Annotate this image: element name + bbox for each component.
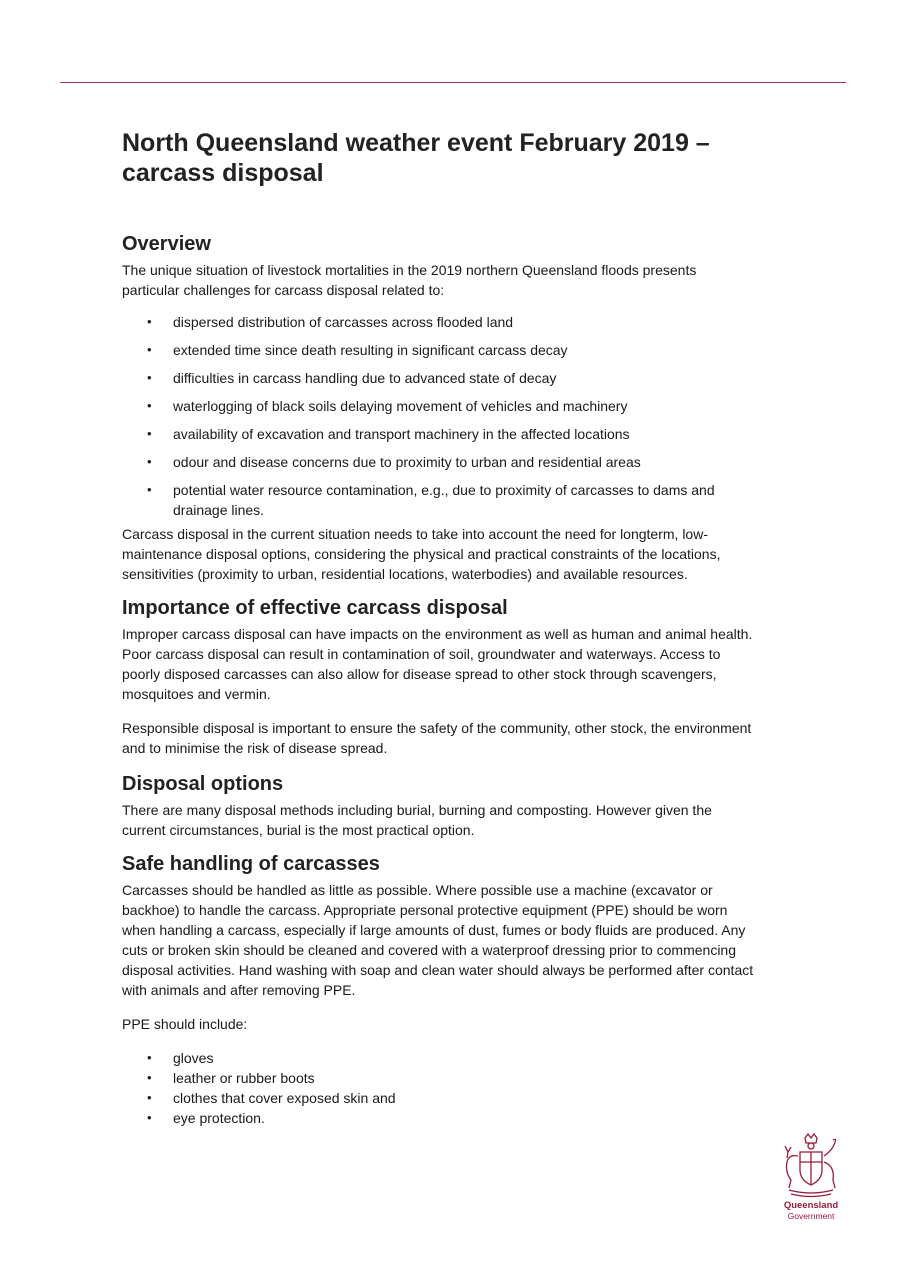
overview-heading: Overview bbox=[122, 233, 211, 255]
list-item bbox=[122, 1048, 802, 1068]
overview-intro-line: The unique situation of livestock mortalities in the 2019 northern Queensland floods presents bbox=[122, 262, 697, 278]
title-line-1: North Queensland weather event February 2019 – bbox=[122, 129, 710, 157]
list-item bbox=[122, 340, 802, 360]
list-item-text: eye protection. bbox=[173, 1110, 265, 1126]
overview-intro-line: particular challenges for carcass disposal related to: bbox=[122, 282, 445, 298]
list-item bbox=[122, 424, 802, 444]
list-item-text: extended time since death resulting in significant carcass decay bbox=[173, 342, 568, 358]
bullet-icon: • bbox=[147, 454, 152, 469]
disposal-paragraph bbox=[122, 800, 802, 840]
list-item-text: drainage lines. bbox=[173, 502, 265, 518]
overview-intro bbox=[122, 260, 802, 300]
bullet-icon: • bbox=[147, 1050, 152, 1065]
paragraph-line: Carcasses should be handled as little as possible. Where possible use a machine (excavator or bbox=[122, 882, 713, 898]
list-item-text: potential water resource contamination, e.g., due to proximity of carcasses to dams and bbox=[173, 482, 715, 498]
list-item bbox=[122, 1088, 802, 1108]
paragraph-line: Improper carcass disposal can have impacts on the environment as well as human and animal health. bbox=[122, 626, 753, 642]
top-rule bbox=[60, 82, 846, 83]
paragraph-line: Carcass disposal in the current situation needs to take into account the need for longterm, low- bbox=[122, 526, 708, 542]
importance-heading: Importance of effective carcass disposal bbox=[122, 597, 508, 619]
paragraph-line: with animals and after removing PPE. bbox=[122, 982, 356, 998]
list-item-text: availability of excavation and transport machinery in the affected locations bbox=[173, 426, 630, 442]
list-item bbox=[122, 1108, 802, 1128]
list-item-text: odour and disease concerns due to proximity to urban and residential areas bbox=[173, 454, 641, 470]
list-item-text: leather or rubber boots bbox=[173, 1070, 315, 1086]
paragraph-line: backhoe) to handle the carcass. Appropriate personal protective equipment (PPE) should be worn bbox=[122, 902, 728, 918]
paragraph-line: and to minimise the risk of disease spread. bbox=[122, 740, 388, 756]
paragraph-line: poorly disposed carcasses can also allow for disease spread to other stock through scavengers, bbox=[122, 666, 717, 682]
paragraph-line: disposal activities. Hand washing with soap and clean water should always be performed after contact bbox=[122, 962, 754, 978]
list-item-text: clothes that cover exposed skin and bbox=[173, 1090, 396, 1106]
list-item-text: waterlogging of black soils delaying movement of vehicles and machinery bbox=[173, 398, 628, 414]
list-item bbox=[122, 368, 802, 388]
bullet-icon: • bbox=[147, 1070, 152, 1085]
list-item-text: difficulties in carcass handling due to advanced state of decay bbox=[173, 370, 557, 386]
title-line-2: carcass disposal bbox=[122, 159, 324, 187]
ppe-list bbox=[122, 1048, 802, 1128]
importance-paragraph-1 bbox=[122, 624, 802, 704]
bullet-icon: • bbox=[147, 398, 152, 413]
bullet-icon: • bbox=[147, 426, 152, 441]
list-item-text: gloves bbox=[173, 1050, 214, 1066]
paragraph-line: cuts or broken skin should be cleaned and covered with a waterproof dressing prior to commencing bbox=[122, 942, 736, 958]
disposal-heading: Disposal options bbox=[122, 773, 284, 795]
paragraph-line: mosquitoes and vermin. bbox=[122, 686, 271, 702]
safe-handling-paragraph bbox=[122, 880, 802, 1000]
importance-paragraph-2 bbox=[122, 718, 802, 758]
paragraph-line: There are many disposal methods including burial, burning and composting. However given the bbox=[122, 802, 712, 818]
paragraph-line: sensitivities (proximity to urban, residential locations, waterbodies) and available resources. bbox=[122, 566, 688, 582]
list-item bbox=[122, 480, 802, 520]
list-item-text: dispersed distribution of carcasses across flooded land bbox=[173, 314, 514, 330]
bullet-icon: • bbox=[147, 314, 152, 329]
bullet-icon: • bbox=[147, 342, 152, 357]
overview-closing bbox=[122, 524, 802, 584]
logo-wordmark: Queensland bbox=[783, 1200, 839, 1211]
paragraph-line: Responsible disposal is important to ensure the safety of the community, other stock, the environment bbox=[122, 720, 752, 736]
list-item bbox=[122, 396, 802, 416]
bullet-icon: • bbox=[147, 370, 152, 385]
document-title bbox=[122, 128, 802, 188]
overview-bullet-list bbox=[122, 312, 802, 520]
paragraph-line: maintenance disposal options, considering the physical and practical constraints of the locations, bbox=[122, 546, 721, 562]
bullet-icon: • bbox=[147, 1110, 152, 1125]
list-item bbox=[122, 312, 802, 332]
queensland-government-logo bbox=[778, 1132, 844, 1226]
paragraph-line: Poor carcass disposal can result in contamination of soil, groundwater and waterways. Access to bbox=[122, 646, 721, 662]
safe-handling-heading: Safe handling of carcasses bbox=[122, 853, 380, 875]
bullet-icon: • bbox=[147, 482, 152, 497]
paragraph-line: when handling a carcass, especially if large amounts of dust, fumes or body fluids are produced. Any bbox=[122, 922, 746, 938]
paragraph-line: current circumstances, burial is the most practical option. bbox=[122, 822, 475, 838]
bullet-icon: • bbox=[147, 1090, 152, 1105]
list-item bbox=[122, 1068, 802, 1088]
coat-of-arms-icon bbox=[781, 1132, 841, 1198]
logo-subtitle: Government bbox=[787, 1211, 835, 1221]
document-body bbox=[122, 128, 802, 1128]
ppe-intro: PPE should include: bbox=[122, 1016, 248, 1032]
list-item bbox=[122, 452, 802, 472]
